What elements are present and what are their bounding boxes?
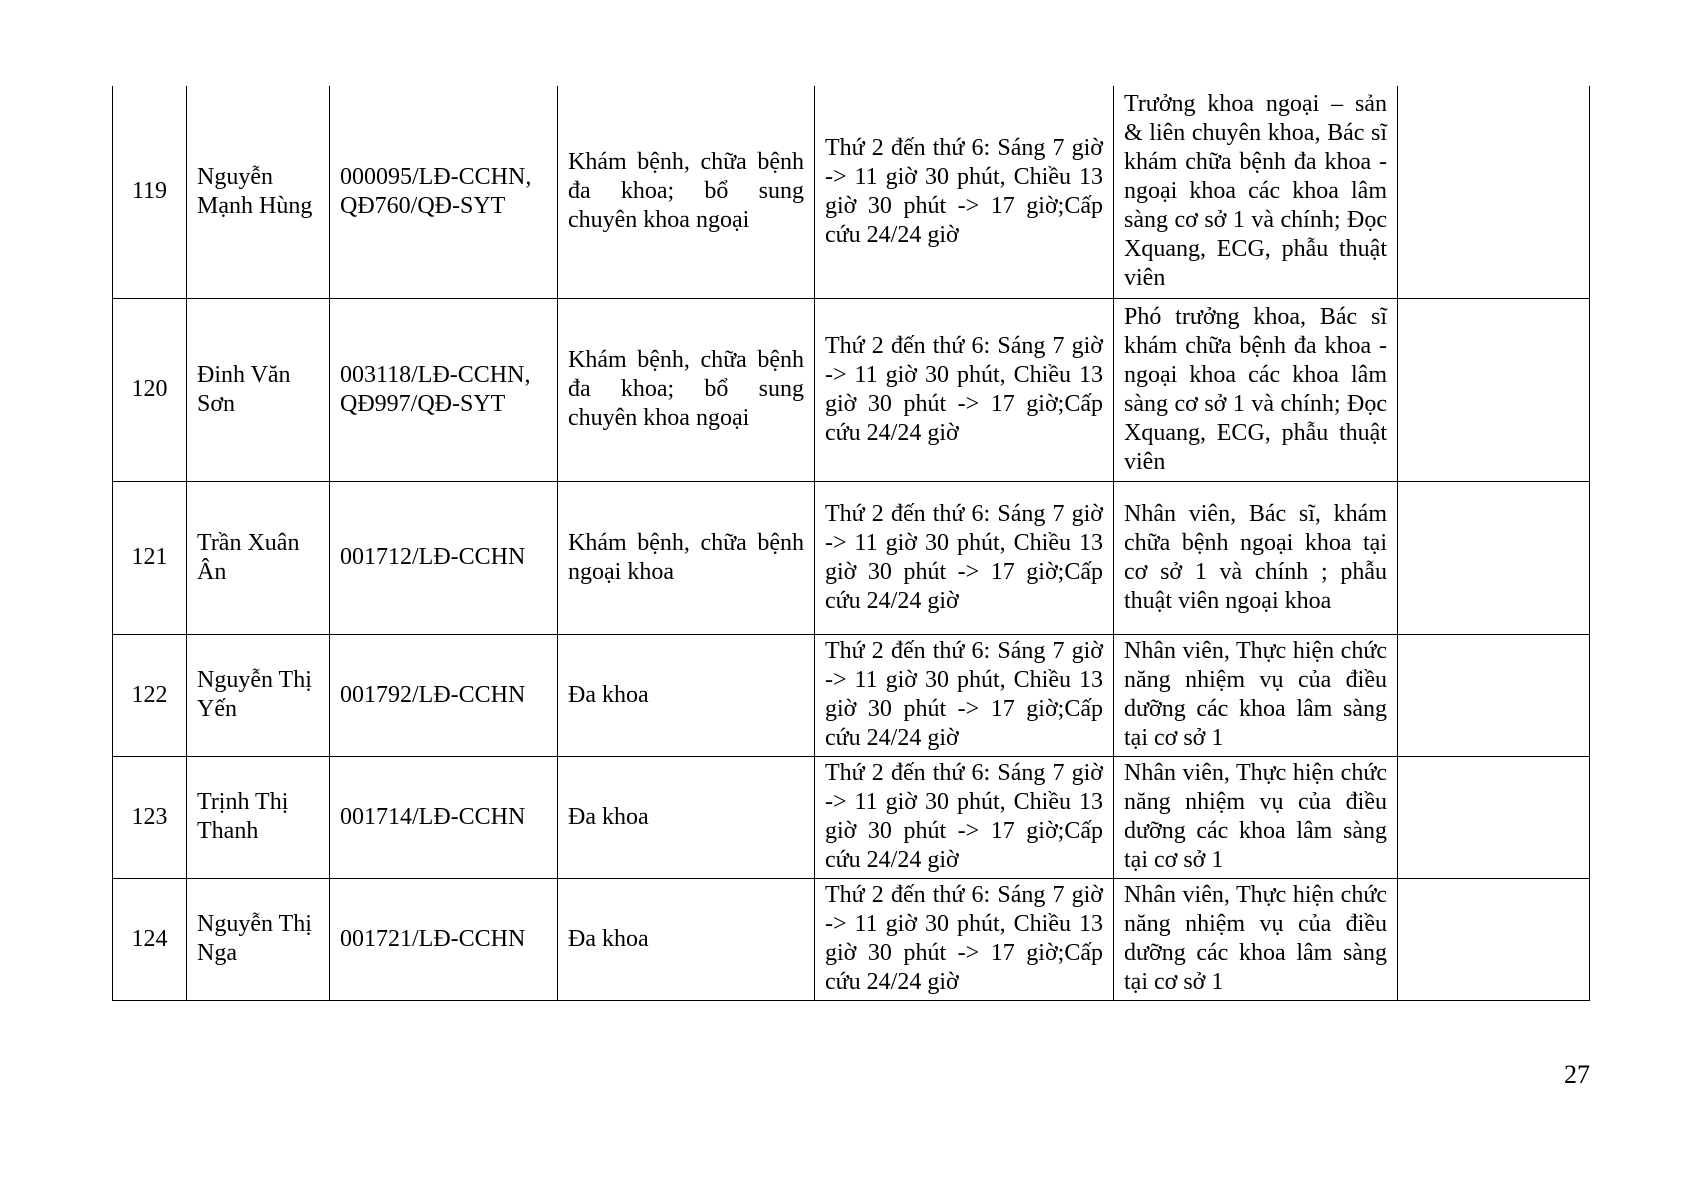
row-number-cell: 123 (113, 756, 187, 878)
row-number-cell: 120 (113, 298, 187, 481)
name-cell: Trịnh Thị Thanh (187, 756, 330, 878)
certificate-cell: 001712/LĐ-CCHN (330, 481, 558, 634)
table-row (113, 634, 1590, 756)
table-row (113, 878, 1590, 1000)
name-cell: Nguyễn Thị Yến (187, 634, 330, 756)
note-cell (1398, 481, 1590, 634)
position-cell: Nhân viên, Thực hiện chức năng nhiệm vụ của điều dưỡng các khoa lâm sàng tại cơ sở 1 (1114, 756, 1398, 878)
note-cell (1398, 298, 1590, 481)
page-number: 27 (1564, 1060, 1590, 1089)
name-cell: Đinh Văn Sơn (187, 298, 330, 481)
note-cell (1398, 756, 1590, 878)
table-row (113, 756, 1590, 878)
certificate-cell: 001714/LĐ-CCHN (330, 756, 558, 878)
scope-cell: Đa khoa (558, 756, 815, 878)
note-cell (1398, 634, 1590, 756)
certificate-cell: 001792/LĐ-CCHN (330, 634, 558, 756)
name-cell: Nguyễn Mạnh Hùng (187, 86, 330, 298)
position-cell: Nhân viên, Thực hiện chức năng nhiệm vụ của điều dưỡng các khoa lâm sàng tại cơ sở 1 (1114, 634, 1398, 756)
row-number-cell: 121 (113, 481, 187, 634)
certificate-cell: 001721/LĐ-CCHN (330, 878, 558, 1000)
note-cell (1398, 86, 1590, 298)
scope-cell: Đa khoa (558, 634, 815, 756)
row-number-cell: 124 (113, 878, 187, 1000)
scope-cell: Đa khoa (558, 878, 815, 1000)
position-cell: Trưởng khoa ngoại – sản & liên chuyên khoa, Bác sĩ khám chữa bệnh đa khoa - ngoại khoa các khoa lâm sàng cơ sở 1 và chính; Đọc Xquang, ECG, phẫu thuật viên (1114, 86, 1398, 298)
working-time-cell: Thứ 2 đến thứ 6: Sáng 7 giờ -> 11 giờ 30 phút, Chiều 13 giờ 30 phút -> 17 giờ;Cấp cứu 24/24 giờ (815, 298, 1114, 481)
working-time-cell: Thứ 2 đến thứ 6: Sáng 7 giờ -> 11 giờ 30 phút, Chiều 13 giờ 30 phút -> 17 giờ;Cấp cứu 24/24 giờ (815, 634, 1114, 756)
name-cell: Trần Xuân Ân (187, 481, 330, 634)
working-time-cell: Thứ 2 đến thứ 6: Sáng 7 giờ -> 11 giờ 30 phút, Chiều 13 giờ 30 phút -> 17 giờ;Cấp cứu 24/24 giờ (815, 878, 1114, 1000)
working-time-cell: Thứ 2 đến thứ 6: Sáng 7 giờ -> 11 giờ 30 phút, Chiều 13 giờ 30 phút -> 17 giờ;Cấp cứu 24/24 giờ (815, 756, 1114, 878)
certificate-cell: 000095/LĐ-CCHN,QĐ760/QĐ-SYT (330, 86, 558, 298)
position-cell: Nhân viên, Thực hiện chức năng nhiệm vụ của điều dưỡng các khoa lâm sàng tại cơ sở 1 (1114, 878, 1398, 1000)
staff-table (112, 86, 1590, 1001)
row-number-cell: 119 (113, 86, 187, 298)
scope-cell: Khám bệnh, chữa bệnh đa khoa; bổ sung chuyên khoa ngoại (558, 86, 815, 298)
working-time-cell: Thứ 2 đến thứ 6: Sáng 7 giờ -> 11 giờ 30 phút, Chiều 13 giờ 30 phút -> 17 giờ;Cấp cứu 24/24 giờ (815, 86, 1114, 298)
name-cell: Nguyễn Thị Nga (187, 878, 330, 1000)
position-cell: Nhân viên, Bác sĩ, khám chữa bệnh ngoại khoa tại cơ sở 1 và chính ; phẫu thuật viên ngoại khoa (1114, 481, 1398, 634)
scope-cell: Khám bệnh, chữa bệnh ngoại khoa (558, 481, 815, 634)
working-time-cell: Thứ 2 đến thứ 6: Sáng 7 giờ -> 11 giờ 30 phút, Chiều 13 giờ 30 phút -> 17 giờ;Cấp cứu 24/24 giờ (815, 481, 1114, 634)
table-row (113, 86, 1590, 298)
certificate-cell: 003118/LĐ-CCHN,QĐ997/QĐ-SYT (330, 298, 558, 481)
position-cell: Phó trưởng khoa, Bác sĩ khám chữa bệnh đa khoa - ngoại khoa các khoa lâm sàng cơ sở 1 và chính; Đọc Xquang, ECG, phẫu thuật viên (1114, 298, 1398, 481)
table-row (113, 298, 1590, 481)
table-row (113, 481, 1590, 634)
note-cell (1398, 878, 1590, 1000)
scope-cell: Khám bệnh, chữa bệnh đa khoa; bổ sung chuyên khoa ngoại (558, 298, 815, 481)
row-number-cell: 122 (113, 634, 187, 756)
